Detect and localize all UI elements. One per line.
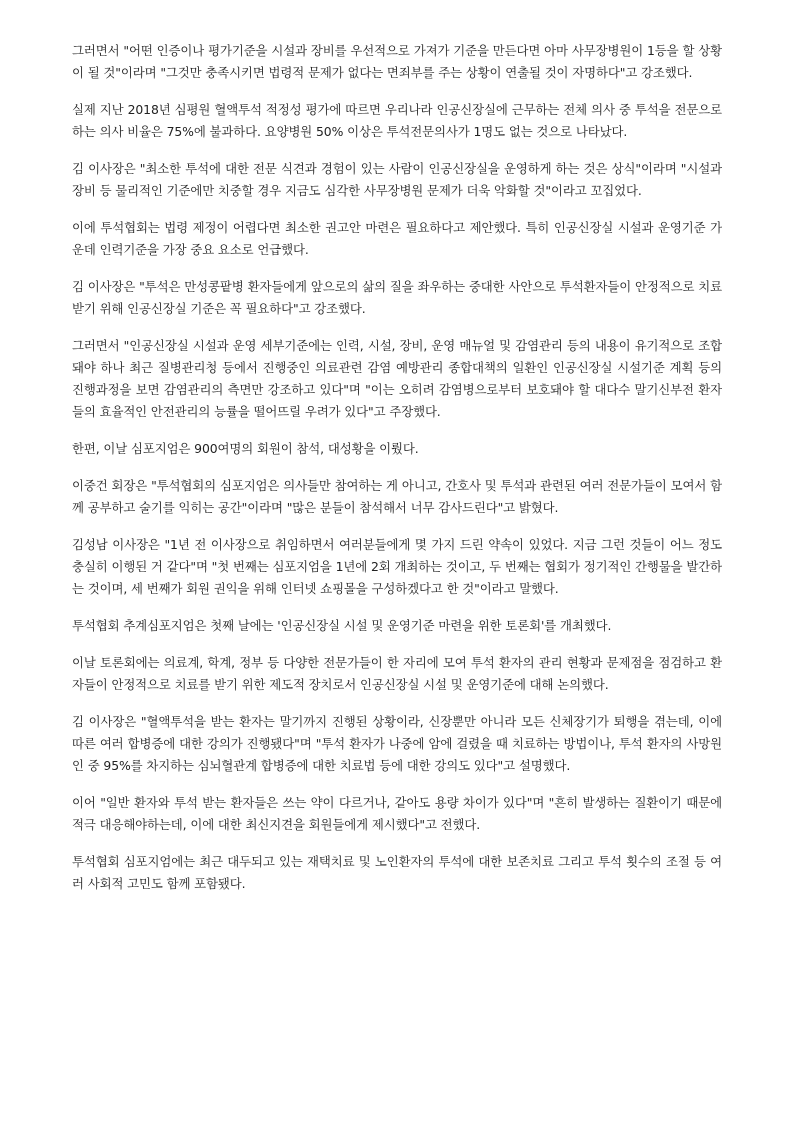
paragraph-6: 그러면서 "인공신장실 시설과 운영 세부기준에는 인력, 시설, 장비, 운영 매뉴얼 및 감염관리 등의 내용이 유기적으로 조합돼야 하나 최근 질병관리청 등에서 진행중인 의료관련 감염 예방관리 종합대책의 일환인 인공신장실 시설기준 계획 등의 진행과정을 보면 감염관리의 측면만 강조하고 있다"며 "이는 오히려 감염병으로부터 보호돼야 할 대다수 말기신부전 환자들의 효율적인 안전관리의 능률을 떨어뜨릴 우려가 있다"고 주장했다.	[72, 338, 722, 419]
paragraph-14: 투석협회 심포지엄에는 최근 대두되고 있는 재택치료 및 노인환자의 투석에 대한 보존치료 그리고 투석 횟수의 조절 등 여러 사회적 고민도 함께 포함됐다.	[72, 854, 722, 891]
paragraph-8: 이중건 회장은 "투석협회의 심포지엄은 의사들만 참여하는 게 아니고, 간호사 및 투석과 관련된 여러 전문가들이 모여서 함께 공부하고 술기를 익히는 공간"이라며 "많은 분들이 참석해서 너무 감사드린다"고 밝혔다.	[72, 478, 722, 515]
paragraph-10: 투석협회 추계심포지엄은 첫째 날에는 '인공신장실 시설 및 운영기준 마련을 위한 토론회'를 개최했다.	[72, 618, 612, 633]
paragraph-2: 실제 지난 2018년 심평원 혈액투석 적정성 평가에 따르면 우리나라 인공신장실에 근무하는 전체 의사 중 투석을 전문으로 하는 의사 비율은 75%에 불과하다. 요양병원 50% 이상은 투석전문의사가 1명도 없는 것으로 나타났다.	[72, 102, 722, 139]
paragraph-13: 이어 "일반 환자와 투석 받는 환자들은 쓰는 약이 다르거나, 같아도 용량 차이가 있다"며 "흔히 발생하는 질환이기 때문에 적극 대응해야하는데, 이에 대한 최신지견을 회원들에게 제시했다"고 전했다.	[72, 795, 722, 832]
paragraph-1: 그러면서 "어떤 인증이나 평가기준을 시설과 장비를 우선적으로 가져가 기준을 만든다면 아마 사무장병원이 1등을 할 상황이 될 것"이라며 "그것만 충족시키면 법령적 문제가 없다는 면죄부를 주는 상황이 연출될 것이 자명하다"고 강조했다.	[72, 43, 722, 80]
paragraph-5: 김 이사장은 "투석은 만성콩팥병 환자들에게 앞으로의 삶의 질을 좌우하는 중대한 사안으로 투석환자들이 안정적으로 치료받기 위해 인공신장실 기준은 꼭 필요하다"고 강조했다.	[72, 279, 722, 316]
paragraph-9: 김성남 이사장은 "1년 전 이사장으로 취임하면서 여러분들에게 몇 가지 드린 약속이 있었다. 지금 그런 것들이 어느 정도 충실히 이행된 거 같다"며 "첫 번째는 심포지엄을 1년에 2회 개최하는 것이고, 두 번째는 협회가 정기적인 간행물을 발간하는 것이며, 세 번째가 회원 권익을 위해 인터넷 쇼핑몰을 구성하겠다고 한 것"이라고 말했다.	[72, 537, 722, 596]
paragraph-11: 이날 토론회에는 의료계, 학계, 정부 등 다양한 전문가들이 한 자리에 모여 투석 환자의 관리 현황과 문제점을 점검하고 환자들이 안정적으로 치료를 받기 위한 제도적 장치로서 인공신장실 시설 및 운영기준에 대해 논의했다.	[72, 655, 722, 692]
paragraph-7: 한편, 이날 심포지엄은 900여명의 회원이 참석, 대성황을 이뤘다.	[72, 441, 419, 456]
article-body	[72, 40, 722, 910]
paragraph-3: 김 이사장은 "최소한 투석에 대한 전문 식견과 경험이 있는 사람이 인공신장실을 운영하게 하는 것은 상식"이라며 "시설과 장비 등 물리적인 기준에만 치중할 경우 지금도 심각한 사무장병원 문제가 더욱 악화할 것"이라고 꼬집었다.	[72, 161, 722, 198]
paragraph-4: 이에 투석협회는 법령 제정이 어렵다면 최소한 권고안 마련은 필요하다고 제안했다. 특히 인공신장실 시설과 운영기준 가운데 인력기준을 가장 중요 요소로 언급했다.	[72, 220, 722, 257]
paragraph-12: 김 이사장은 "혈액투석을 받는 환자는 말기까지 진행된 상황이라, 신장뿐만 아니라 모든 신체장기가 퇴행을 겪는데, 이에 따른 여러 합병증에 대한 강의가 진행됐다"며 "투석 환자가 나중에 암에 걸렸을 때 치료하는 방법이나, 투석 환자의 사망원인 중 95%를 차지하는 심뇌혈관계 합병증에 대한 치료법 등에 대한 강의도 있다"고 설명했다.	[72, 714, 722, 773]
